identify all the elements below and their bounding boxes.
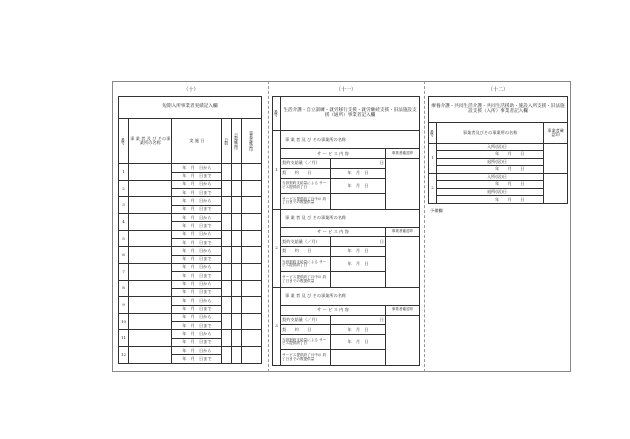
period-to: 年 月 日まで xyxy=(172,255,222,263)
end-date-label: 当該契約支給量による サービス提供終了日 xyxy=(281,178,331,193)
provider-confirm-box[interactable] xyxy=(386,315,420,366)
days-confirm-cell[interactable] xyxy=(232,330,242,347)
block-provider: 事 業 者 及 び その事業所の名称 xyxy=(281,131,420,149)
panel-3-label: （十二） xyxy=(487,87,508,93)
row-number: 12 xyxy=(119,347,129,364)
block-provider: 事 業 者 及 び その事業所の名称 xyxy=(281,209,420,227)
day-service-table xyxy=(272,96,420,366)
spare-field-label: 予備欄 xyxy=(430,208,443,213)
period-from: 年 月 日から xyxy=(172,280,222,288)
row-number: 11 xyxy=(119,330,129,347)
days-cell[interactable] xyxy=(222,263,232,280)
admission-label: 入所(居)日 xyxy=(436,143,543,151)
end-date-value: 年 月 日 xyxy=(331,178,386,193)
period-from: 年 月 日から xyxy=(172,313,222,321)
period-from: 年 月 日から xyxy=(172,247,222,255)
block-number: 3 xyxy=(273,287,281,365)
admission-date: 年 月 日 xyxy=(436,151,543,159)
p2-col-seq: 番号 xyxy=(273,97,281,131)
provider-confirm-cell[interactable] xyxy=(242,164,262,181)
contract-date-label: 契 約 日 xyxy=(281,247,331,257)
row-number: 8 xyxy=(119,280,129,297)
short-stay-row xyxy=(119,297,262,305)
residential-title: 療養介護・共同生活介護・共同生活援助・施設入所支援・旧法施設支援（入所）事業者記入欄 xyxy=(429,97,568,123)
period-to: 年 月 日まで xyxy=(172,222,222,230)
days-confirm-cell[interactable] xyxy=(232,164,242,181)
provider-confirm-cell[interactable] xyxy=(242,297,262,314)
days-cell[interactable] xyxy=(222,214,232,231)
provider-cell[interactable] xyxy=(128,164,172,181)
row-number: 9 xyxy=(119,297,129,314)
end-date-label: 当該契約支給量による サービス提供終了日 xyxy=(281,335,331,350)
contract-date-value: 年 月 日 xyxy=(331,168,386,178)
provider-cell[interactable] xyxy=(128,263,172,280)
contract-date-value: 年 月 日 xyxy=(331,325,386,335)
days-confirm-cell[interactable] xyxy=(232,313,242,330)
contract-amount-label: 契約支給量（／月） xyxy=(281,315,331,325)
col-days: 日数 xyxy=(222,119,232,164)
period-to: 年 月 日まで xyxy=(172,189,222,197)
period-to: 年 月 日まで xyxy=(172,288,222,296)
panel-1-label: （十） xyxy=(183,87,199,93)
period-to: 年 月 日まで xyxy=(172,322,222,330)
short-stay-row xyxy=(119,247,262,255)
period-to: 年 月 日まで xyxy=(172,172,222,180)
provider-confirm-cell[interactable] xyxy=(242,197,262,214)
period-to: 年 月 日まで xyxy=(172,239,222,247)
days-confirm-cell[interactable] xyxy=(232,347,242,364)
provider-confirm-box[interactable] xyxy=(386,237,420,287)
day-service-title: 生活介護・自立訓練・就労移行支援・就労継続支援・旧法施設支援（通所）事業者記入欄 xyxy=(281,97,420,131)
remaining-label: サービス提供終了月中の 終了日までの既提供量 xyxy=(281,272,331,287)
service-label: サ ー ビ ス 内 容 xyxy=(281,149,386,159)
provider-confirm-cell[interactable] xyxy=(242,280,262,297)
period-from: 年 月 日から xyxy=(172,214,222,222)
contract-date-value: 年 月 日 xyxy=(331,247,386,257)
days-confirm-cell[interactable] xyxy=(232,180,242,197)
days-cell[interactable] xyxy=(222,280,232,297)
short-stay-row xyxy=(119,263,262,271)
col-provider-confirm: 事業者確認印 xyxy=(242,119,262,164)
contract-amount-unit: 日 xyxy=(331,237,386,247)
provider-cell[interactable] xyxy=(128,280,172,297)
res-confirm-cell[interactable] xyxy=(544,173,568,203)
short-stay-row xyxy=(119,347,262,355)
block-provider: 事 業 者 及 び その事業所の名称 xyxy=(281,287,420,305)
row-number: 2 xyxy=(119,180,129,197)
period-to: 年 月 日まで xyxy=(172,305,222,313)
col-days-confirm: 日数確認印 xyxy=(232,119,242,164)
contract-amount-unit: 日 xyxy=(331,315,386,325)
provider-confirm-cell[interactable] xyxy=(242,263,262,280)
provider-confirm-cell[interactable] xyxy=(242,313,262,330)
end-date-value: 年 月 日 xyxy=(331,335,386,350)
provider-cell[interactable] xyxy=(128,330,172,347)
period-from: 年 月 日から xyxy=(172,180,222,188)
provider-confirm-box[interactable] xyxy=(386,159,420,209)
remaining-label: サービス提供終了月中の 終了日までの既提供量 xyxy=(281,350,331,366)
contract-amount-label: 契約支給量（／月） xyxy=(281,159,331,169)
days-cell[interactable] xyxy=(222,330,232,347)
days-confirm-cell[interactable] xyxy=(232,214,242,231)
row-number: 10 xyxy=(119,313,129,330)
days-cell[interactable] xyxy=(222,313,232,330)
short-stay-table xyxy=(118,96,262,364)
provider-confirm-cell[interactable] xyxy=(242,230,262,247)
provider-cell[interactable] xyxy=(128,180,172,197)
short-stay-row xyxy=(119,280,262,288)
panel-2-label: （十一） xyxy=(335,87,356,93)
row-number: 7 xyxy=(119,263,129,280)
provider-cell[interactable] xyxy=(128,230,172,247)
row-number: 3 xyxy=(119,197,129,214)
contract-amount-unit: 日 xyxy=(331,159,386,169)
residential-table xyxy=(428,96,568,204)
row-number: 1 xyxy=(119,164,129,181)
block-number: 1 xyxy=(273,131,281,209)
res-confirm-cell[interactable] xyxy=(544,143,568,173)
contract-date-label: 契 約 日 xyxy=(281,325,331,335)
provider-cell[interactable] xyxy=(128,214,172,231)
provider-cell[interactable] xyxy=(128,297,172,314)
days-cell[interactable] xyxy=(222,297,232,314)
days-confirm-cell[interactable] xyxy=(232,230,242,247)
discharge-date: 年 月 日 xyxy=(436,196,543,204)
provider-confirm-cell[interactable] xyxy=(242,180,262,197)
days-confirm-cell[interactable] xyxy=(232,247,242,264)
short-stay-row xyxy=(119,197,262,205)
p3-col-provider: 事業者及びその事業所の名称 xyxy=(436,123,543,143)
p3-col-seq: 番号 xyxy=(429,123,437,143)
service-label: サ ー ビ ス 内 容 xyxy=(281,227,386,237)
p3-col-confirm: 事業者確認印 xyxy=(544,123,568,143)
contract-amount-label: 契約支給量（／月） xyxy=(281,237,331,247)
period-to: 年 月 日まで xyxy=(172,205,222,213)
fold-line-2 xyxy=(424,81,425,372)
provider-confirm-cell[interactable] xyxy=(242,330,262,347)
period-to: 年 月 日まで xyxy=(172,355,222,364)
short-stay-row xyxy=(119,230,262,238)
days-cell[interactable] xyxy=(222,347,232,364)
provider-cell[interactable] xyxy=(128,247,172,264)
days-confirm-cell[interactable] xyxy=(232,263,242,280)
col-seq: 番号 xyxy=(119,119,129,164)
days-confirm-cell[interactable] xyxy=(232,297,242,314)
remaining-value[interactable] xyxy=(331,350,386,366)
period-from: 年 月 日から xyxy=(172,347,222,355)
period-from: 年 月 日から xyxy=(172,230,222,238)
discharge-label: 退所(居)日 xyxy=(436,158,543,166)
short-stay-row xyxy=(119,180,262,188)
provider-confirm-cell[interactable] xyxy=(242,247,262,264)
short-stay-row xyxy=(119,330,262,338)
period-from: 年 月 日から xyxy=(172,297,222,305)
period-from: 年 月 日から xyxy=(172,330,222,338)
provider-confirm-cell[interactable] xyxy=(242,347,262,364)
provider-confirm-cell[interactable] xyxy=(242,214,262,231)
block-number: 2 xyxy=(273,209,281,287)
admission-date: 年 月 日 xyxy=(436,181,543,189)
period-from: 年 月 日から xyxy=(172,263,222,271)
row-number: 4 xyxy=(119,214,129,231)
short-stay-row xyxy=(119,313,262,321)
short-stay-row xyxy=(119,214,262,222)
row-number: 6 xyxy=(119,247,129,264)
period-to: 年 月 日まで xyxy=(172,338,222,346)
short-stay-row xyxy=(119,164,262,172)
row-number: 5 xyxy=(119,230,129,247)
short-stay-title: 短期入所事業者実績記入欄 xyxy=(119,97,262,119)
provider-cell[interactable] xyxy=(128,347,172,364)
days-confirm-cell[interactable] xyxy=(232,197,242,214)
provider-cell[interactable] xyxy=(128,313,172,330)
discharge-date: 年 月 日 xyxy=(436,166,543,174)
end-date-label: 当該契約支給量による サービス提供終了日 xyxy=(281,256,331,271)
days-cell[interactable] xyxy=(222,247,232,264)
col-period: 実 施 日 xyxy=(172,119,222,164)
remaining-label: サービス提供終了月中の 終了日までの既提供量 xyxy=(281,194,331,209)
contract-date-label: 契 約 日 xyxy=(281,168,331,178)
remaining-value[interactable] xyxy=(331,194,386,209)
period-to: 年 月 日まで xyxy=(172,272,222,280)
remaining-value[interactable] xyxy=(331,272,386,287)
discharge-label: 退所(居)日 xyxy=(436,188,543,196)
fold-line-1 xyxy=(268,81,269,372)
end-date-value: 年 月 日 xyxy=(331,256,386,271)
confirm-label: 事業者確認印 xyxy=(386,227,420,237)
days-cell[interactable] xyxy=(222,197,232,214)
service-label: サ ー ビ ス 内 容 xyxy=(281,305,386,315)
admission-label: 入所(居)日 xyxy=(436,173,543,181)
confirm-label: 事業者確認印 xyxy=(386,149,420,159)
provider-cell[interactable] xyxy=(128,197,172,214)
days-cell[interactable] xyxy=(222,180,232,197)
res-row-number: 1 xyxy=(429,143,437,173)
days-cell[interactable] xyxy=(222,164,232,181)
period-from: 年 月 日から xyxy=(172,197,222,205)
col-provider: 事 業 者 及 び その事業所の名称 xyxy=(128,119,172,164)
period-from: 年 月 日から xyxy=(172,164,222,172)
confirm-label: 事業者確認印 xyxy=(386,305,420,315)
res-row-number: 2 xyxy=(429,173,437,203)
days-cell[interactable] xyxy=(222,230,232,247)
days-confirm-cell[interactable] xyxy=(232,280,242,297)
